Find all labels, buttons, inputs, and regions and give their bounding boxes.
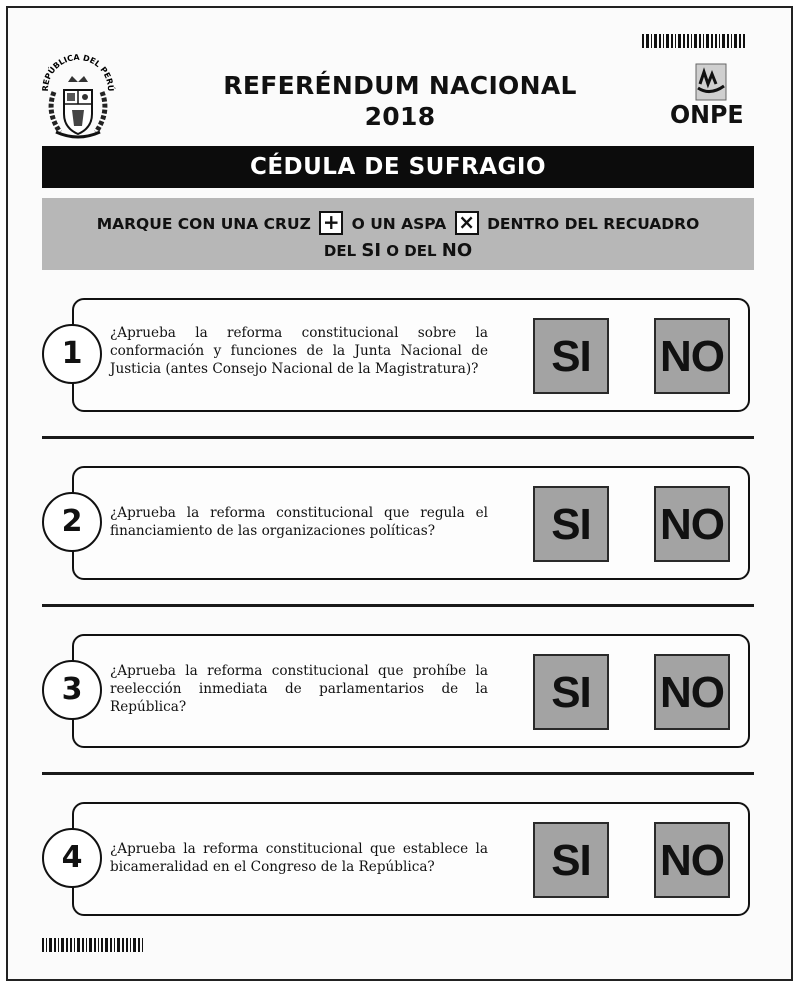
x-symbol-icon: ×: [455, 211, 479, 235]
question-4-box: [72, 802, 750, 916]
question-divider: [42, 604, 754, 607]
question-3-no-box[interactable]: NO: [654, 654, 730, 730]
question-1-text: ¿Aprueba la reforma constitucional sobre la conformación y funciones de la Junta Nacional de Justicia (antes Consejo Nacional de la Magistratura)?: [110, 325, 488, 377]
question-2-no-box[interactable]: NO: [654, 486, 730, 562]
question-4-number: 4: [42, 828, 102, 888]
question-1-no-box[interactable]: NO: [654, 318, 730, 394]
onpe-logo-text: ONPE: [669, 100, 744, 129]
instructions-line-1: [42, 209, 754, 236]
question-2-number: 2: [42, 492, 102, 552]
question-3-box: [72, 634, 750, 748]
title-line-1: REFERÉNDUM NACIONAL: [223, 71, 577, 100]
question-divider: [42, 772, 754, 775]
question-3-number: 3: [42, 660, 102, 720]
question-2-si-box[interactable]: SI: [533, 486, 609, 562]
onpe-ballot-hand-icon: [690, 62, 732, 104]
barcode-top-icon: [642, 34, 754, 48]
instruction-text-odel: O DEL: [386, 242, 437, 260]
referendum-title: [200, 70, 600, 132]
question-1-box: [72, 298, 750, 412]
instruction-no: NO: [441, 240, 473, 261]
question-4-no-box[interactable]: NO: [654, 822, 730, 898]
question-1-si-box[interactable]: SI: [533, 318, 609, 394]
title-year: 2018: [364, 102, 436, 131]
question-3-si-box[interactable]: SI: [533, 654, 609, 730]
svg-text:REPÚBLICA DEL PERÚ: REPÚBLICA DEL PERÚ: [40, 52, 116, 92]
cross-symbol-icon: +: [319, 211, 343, 235]
question-3-text: ¿Aprueba la reforma constitucional que prohíbe la reelección inmediata de parlamentarios de la República?: [110, 663, 488, 715]
cedula-title-bar: CÉDULA DE SUFRAGIO: [42, 146, 754, 188]
instructions-band: [42, 198, 754, 270]
instruction-text-recuadro: DENTRO DEL RECUADRO: [487, 215, 700, 233]
peru-coat-of-arms-icon: [38, 52, 118, 144]
question-2-text: ¿Aprueba la reforma constitucional que regula el financiamiento de las organizaciones políticas?: [110, 505, 488, 539]
question-divider: [42, 436, 754, 439]
question-2-box: [72, 466, 750, 580]
instructions-line-2: [42, 239, 754, 263]
question-4-si-box[interactable]: SI: [533, 822, 609, 898]
question-1-number: 1: [42, 324, 102, 384]
barcode-bottom-icon: [42, 938, 154, 952]
question-4-text: ¿Aprueba la reforma constitucional que establece la bicameralidad en el Congreso de la República?: [110, 841, 488, 875]
instruction-text-del: DEL: [323, 242, 357, 260]
instruction-text-cross: MARQUE CON UNA CRUZ: [96, 215, 311, 233]
instruction-si: SI: [361, 240, 382, 261]
instruction-text-aspa: O UN ASPA: [351, 215, 447, 233]
